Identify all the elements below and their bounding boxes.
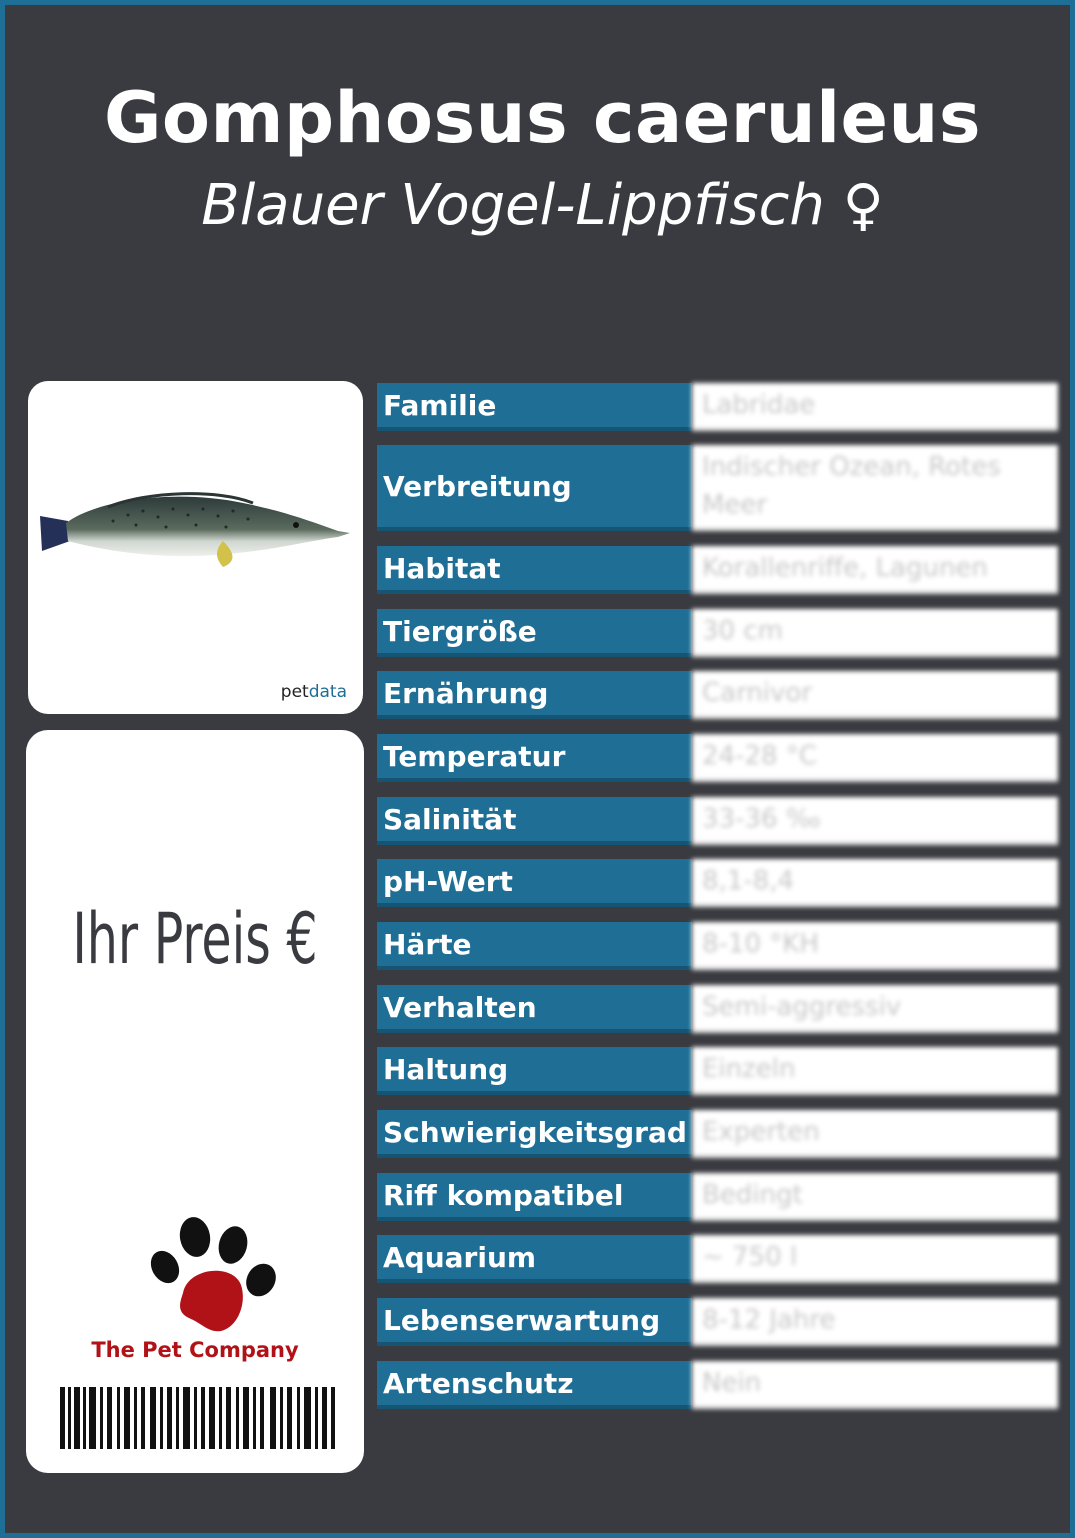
fact-value: Nein xyxy=(692,1361,1058,1409)
fact-value: Bedingt xyxy=(692,1173,1058,1221)
price-panel xyxy=(26,730,364,1473)
table-row xyxy=(377,609,1058,657)
table-row xyxy=(377,445,1058,531)
fact-label: Salinität xyxy=(377,797,692,845)
table-row xyxy=(377,1298,1058,1346)
fact-value: Experten xyxy=(692,1110,1058,1158)
fact-label: Aquarium xyxy=(377,1235,692,1283)
fish-photo-panel xyxy=(28,381,363,714)
fact-label: Härte xyxy=(377,922,692,970)
fact-label: Familie xyxy=(377,383,692,431)
fact-value: 33-36 ‰ xyxy=(692,797,1058,845)
fact-value: 8-12 Jahre xyxy=(692,1298,1058,1346)
table-row xyxy=(377,734,1058,782)
company-name: The Pet Company xyxy=(91,1338,299,1362)
fact-value: 24-28 °C xyxy=(692,734,1058,782)
fact-label: pH-Wert xyxy=(377,859,692,907)
fact-value: 30 cm xyxy=(692,609,1058,657)
fact-label: Artenschutz xyxy=(377,1361,692,1409)
fact-label: Schwierigkeitsgrad xyxy=(377,1110,692,1158)
fact-label: Verbreitung xyxy=(377,445,692,531)
fact-value: Indischer Ozean, Rotes Meer xyxy=(692,445,1058,531)
fact-label: Temperatur xyxy=(377,734,692,782)
table-row xyxy=(377,922,1058,970)
paw-logo-icon xyxy=(143,1215,283,1335)
table-row xyxy=(377,985,1058,1033)
fact-value: Korallenriffe, Lagunen xyxy=(692,546,1058,594)
table-row xyxy=(377,859,1058,907)
fact-label: Habitat xyxy=(377,546,692,594)
species-scientific-name: Gomphosus caeruleus xyxy=(103,77,982,159)
table-row xyxy=(377,1173,1058,1221)
table-row xyxy=(377,383,1058,431)
species-common-name: Blauer Vogel-Lippfisch ♀ xyxy=(201,173,884,238)
fish-image xyxy=(38,481,358,571)
fact-value: Semi-aggressiv xyxy=(692,985,1058,1033)
fact-label: Lebenserwartung xyxy=(377,1298,692,1346)
fact-label: Riff kompatibel xyxy=(377,1173,692,1221)
fact-value: ~ 750 l xyxy=(692,1235,1058,1283)
table-row xyxy=(377,546,1058,594)
barcode-icon xyxy=(60,1387,338,1449)
table-row xyxy=(377,1110,1058,1158)
fact-label: Verhalten xyxy=(377,985,692,1033)
petdata-logo: petdata xyxy=(280,682,347,702)
fact-value: Labridae xyxy=(692,383,1058,431)
table-row xyxy=(377,797,1058,845)
fact-value: 8-10 °KH xyxy=(692,922,1058,970)
fact-value: Einzeln xyxy=(692,1047,1058,1095)
table-row xyxy=(377,1047,1058,1095)
fact-value: Carnivor xyxy=(692,671,1058,719)
fact-label: Ernährung xyxy=(377,671,692,719)
table-row xyxy=(377,1235,1058,1283)
fact-value: 8,1-8,4 xyxy=(692,859,1058,907)
table-row xyxy=(377,671,1058,719)
fact-label: Haltung xyxy=(377,1047,692,1095)
price-label: Ihr Preis € xyxy=(72,898,318,980)
table-row xyxy=(377,1361,1058,1409)
fact-label: Tiergröße xyxy=(377,609,692,657)
